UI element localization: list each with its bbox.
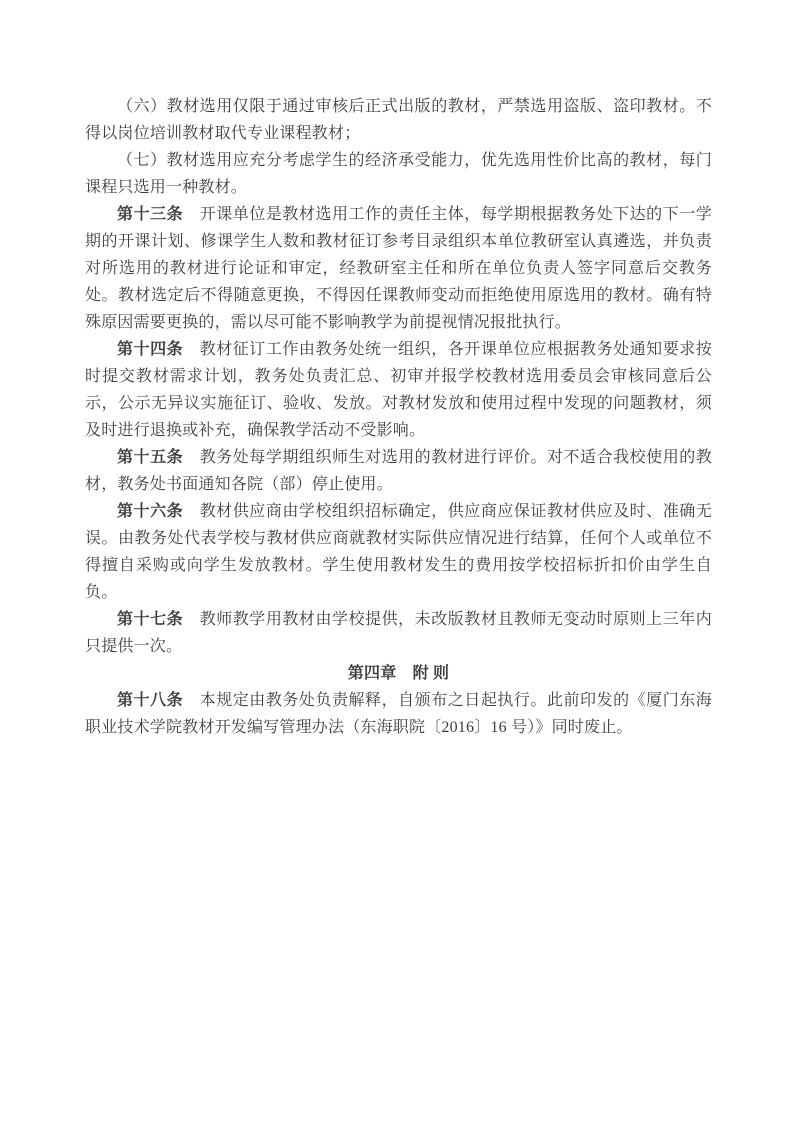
article-15-number: 第十五条 — [117, 449, 184, 466]
article-13-number: 第十三条 — [117, 206, 184, 223]
article-16-text: 教材供应商由学校组织招标确定，供应商应保证教材供应及时、准确无误。由教务处代表学校与教材供应商就教材实际供应情况进行结算，任何个人或单位不得擅自采购或向学生发放教材。学生使用教材发生的费用按学校招标折扣价由学生自负。 — [85, 503, 712, 601]
article-13-paragraph — [85, 201, 712, 336]
article-17-text: 教师教学用教材由学校提供，未改版教材且教师无变动时原则上三年内只提供一次。 — [85, 611, 712, 655]
article-14-number: 第十四条 — [117, 341, 184, 358]
article-16-paragraph — [85, 498, 712, 606]
article-17-paragraph — [85, 606, 712, 660]
paragraph-text: （六）教材选用仅限于通过审核后正式出版的教材，严禁选用盗版、盗印教材。不得以岗位培训教材取代专业课程教材； — [85, 98, 712, 142]
article-18-paragraph — [85, 687, 712, 741]
paragraph-item-6 — [85, 93, 712, 147]
paragraph-text: （七）教材选用应充分考虑学生的经济承受能力，优先选用性价比高的教材，每门课程只选用一种教材。 — [85, 152, 712, 196]
chapter-4-heading: 第四章 附 则 — [347, 665, 450, 682]
article-16-number: 第十六条 — [117, 503, 184, 520]
document-body — [85, 93, 712, 741]
article-18-text: 本规定由教务处负责解释，自颁布之日起执行。此前印发的《厦门东海职业技术学院教材开发编写管理办法（东海职院〔2016〕16 号）》同时废止。 — [85, 692, 712, 736]
article-17-number: 第十七条 — [117, 611, 184, 628]
article-13-text: 开课单位是教材选用工作的责任主体，每学期根据教务处下达的下一学期的开课计划、修课学生人数和教材征订参考目录组织本单位教研室认真遴选，并负责对所选用的教材进行论证和审定，经教研室主任和所在单位负责人签字同意后交教务处。教材选定后不得随意更换，不得因任课教师变动而拒绝使用原选用的教材。确有特殊原因需要更换的，需以尽可能不影响教学为前提视情况报批执行。 — [85, 206, 712, 331]
article-18-number: 第十八条 — [117, 692, 184, 709]
article-15-text: 教务处每学期组织师生对选用的教材进行评价。对不适合我校使用的教材，教务处书面通知各院（部）停止使用。 — [85, 449, 712, 493]
article-14-text: 教材征订工作由教务处统一组织，各开课单位应根据教务处通知要求按时提交教材需求计划，教务处负责汇总、初审并报学校教材选用委员会审核同意后公示，公示无异议实施征订、验收、发放。对教材发放和使用过程中发现的问题教材，须及时进行退换或补充，确保教学活动不受影响。 — [85, 341, 712, 439]
article-15-paragraph — [85, 444, 712, 498]
paragraph-item-7 — [85, 147, 712, 201]
article-14-paragraph — [85, 336, 712, 444]
